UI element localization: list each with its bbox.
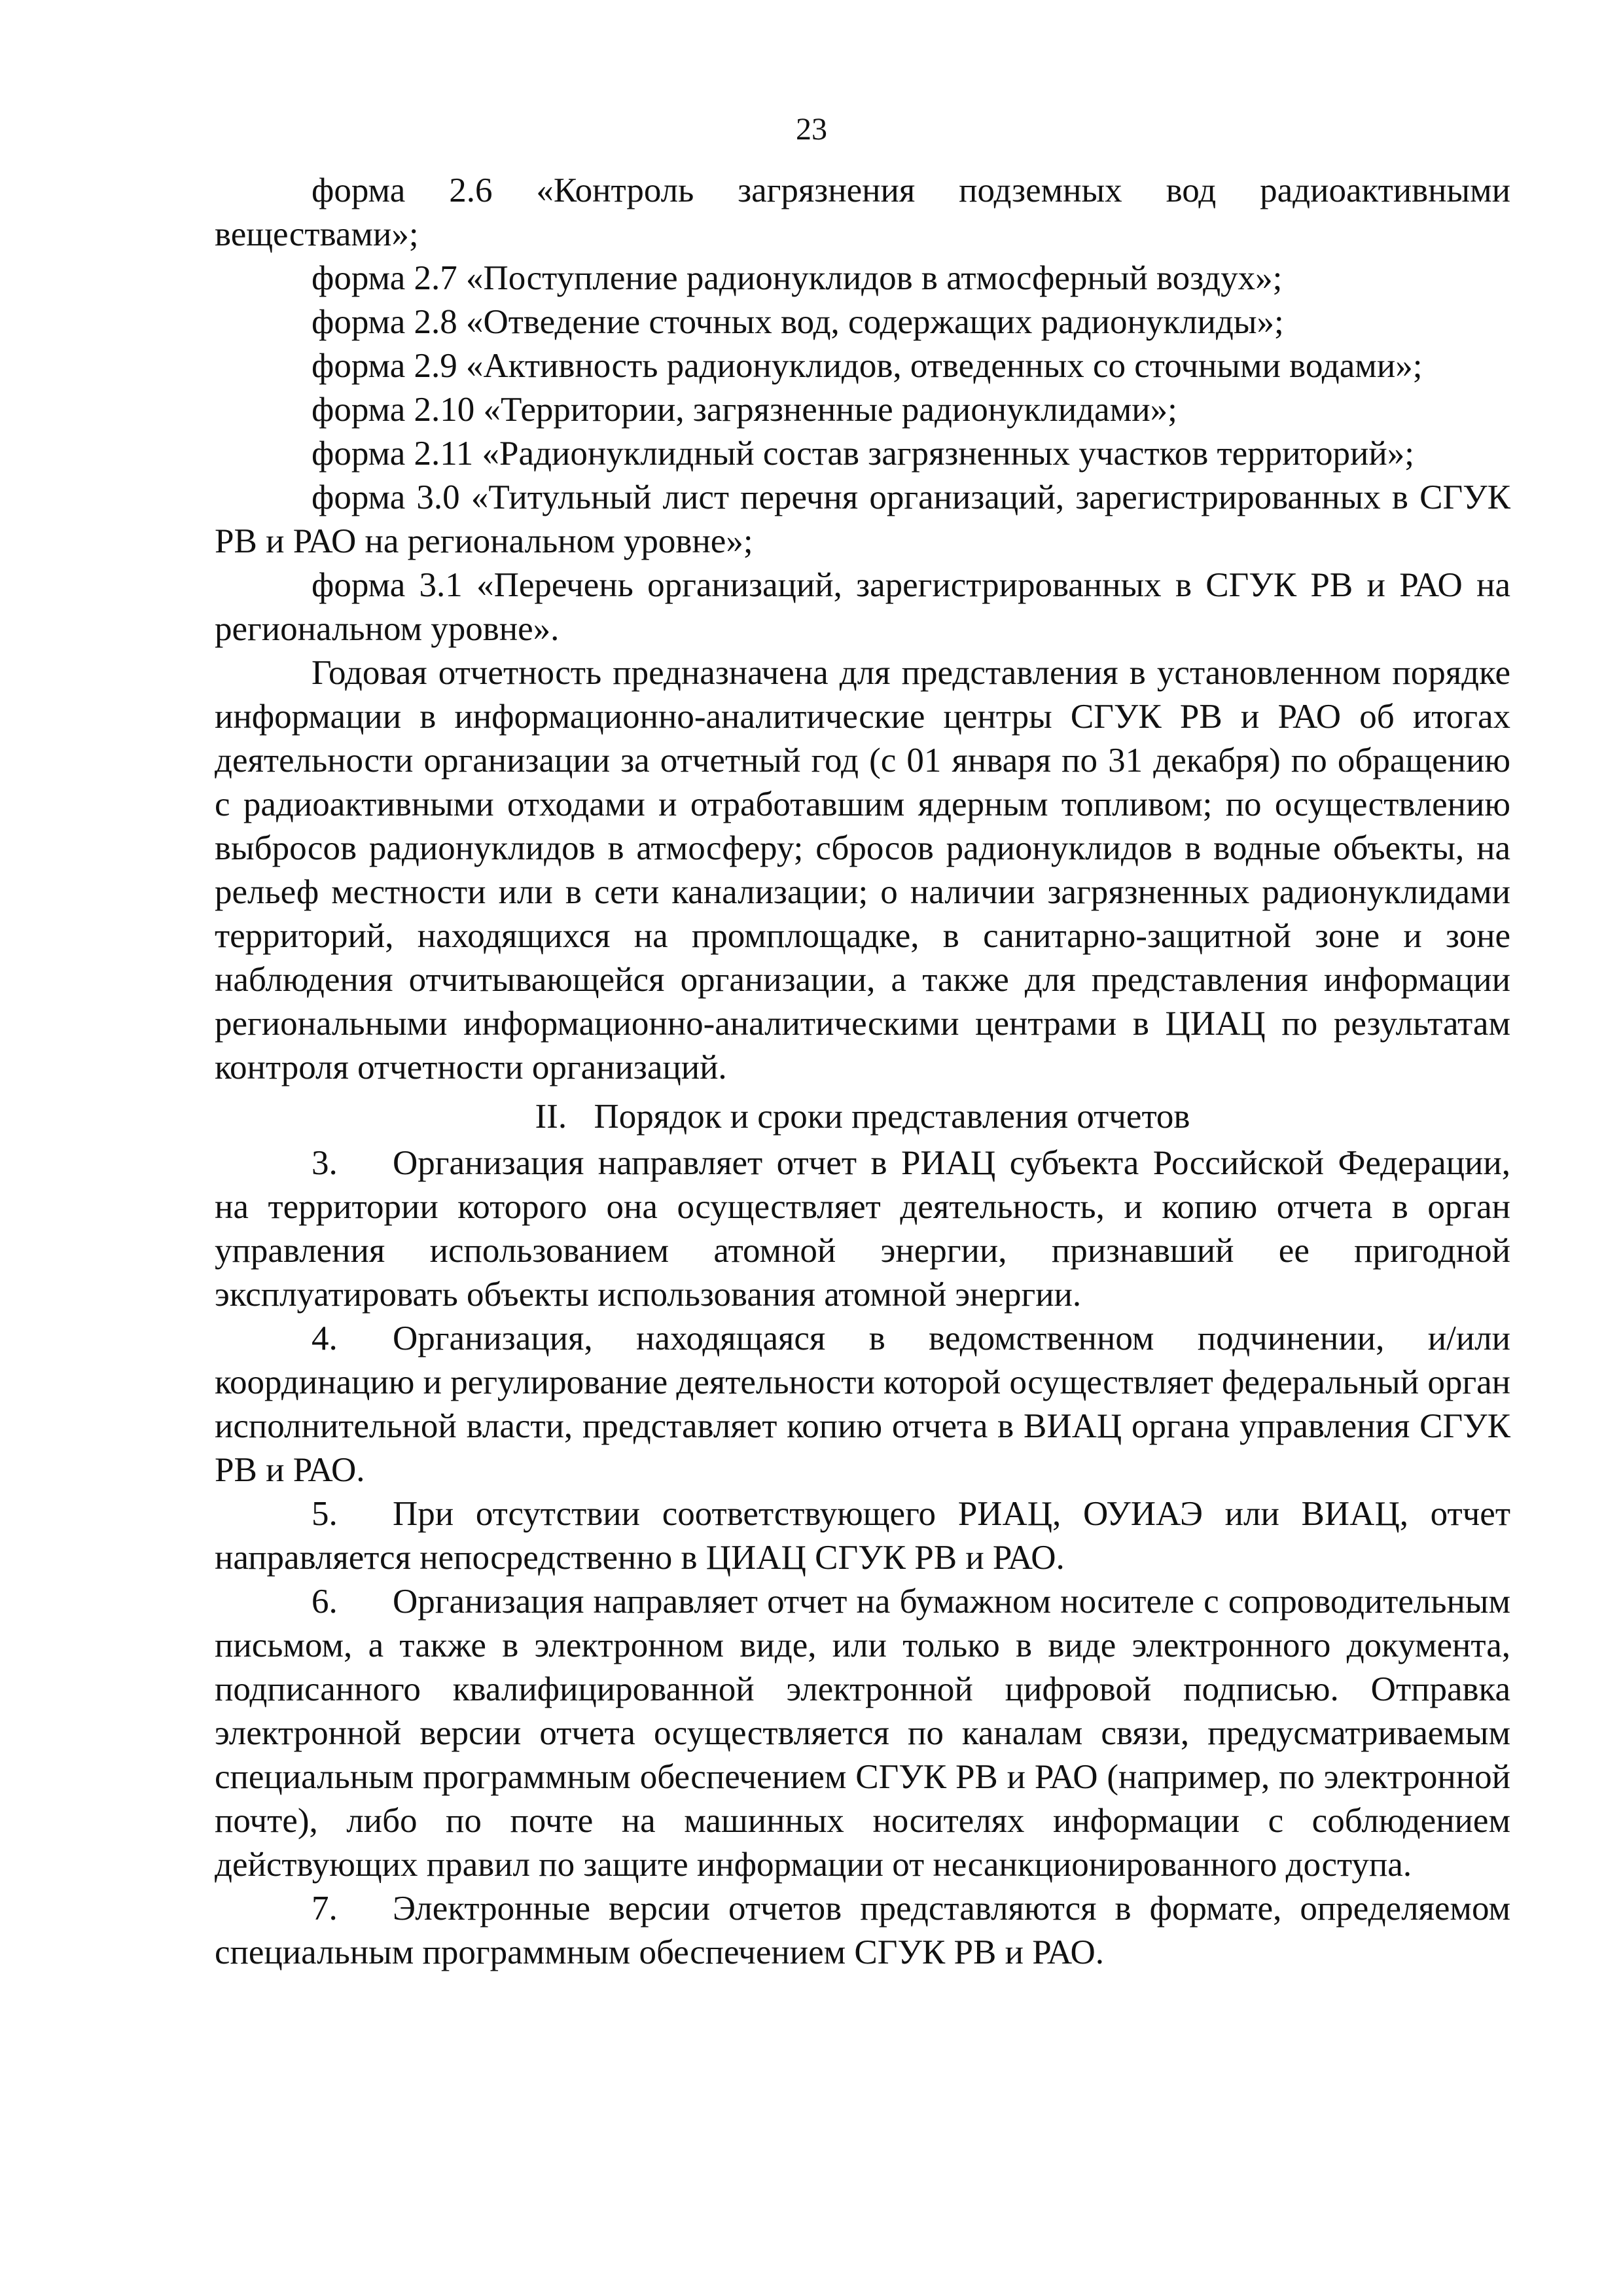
clause-text: Организация направляет отчет на бумажном носителе с сопроводительным письмом, а также в электронном виде, или только в виде электронного документа, подписанного квалифицированной электронной цифровой подписью. Отправка электронной версии отчета осуществляется по каналам связи, предусматриваемым специальным программным обеспечением СГУК РВ и РАО (например, по электронной почте), либо по почте на машинных носителях информации с соблюдением действующих правил по защите информации от несанкционированного доступа. [215,1583,1510,1884]
form-line-3-0: форма 3.0 «Титульный лист перечня организаций, зарегистрированных в СГУК РВ и РАО на региональном уровне»; [215,478,1510,560]
clause-7 [215,1887,1510,1975]
clause-text: При отсутствии соответствующего РИАЦ, ОУИАЭ или ВИАЦ, отчет направляется непосредственно в ЦИАЦ СГУК РВ и РАО. [215,1495,1510,1577]
form-line-2-11: форма 2.11 «Радионуклидный состав загрязненных участков территорий»; [312,435,1414,473]
clause-number: 7. [312,1890,338,1928]
clause-4 [215,1317,1510,1492]
clause-text: Электронные версии отчетов представляются в формате, определяемом специальным программным обеспечением СГУК РВ и РАО. [215,1890,1510,1971]
clause-text: Организация направляет отчет в РИАЦ субъекта Российской Федерации, на территории которого она осуществляет деятельность, и копию отчета в орган управления использованием атомной энергии, признавший ее пригодной эксплуатировать объекты использования атомной энергии. [215,1144,1510,1314]
clause-number: 6. [312,1583,338,1621]
clause-number: 3. [312,1144,338,1182]
clause-6 [215,1580,1510,1887]
clause-3 [215,1141,1510,1317]
clause-number: 5. [312,1495,338,1533]
form-line-2-7: форма 2.7 «Поступление радионуклидов в атмосферный воздух»; [312,259,1283,297]
section-title: Порядок и сроки представления отчетов [594,1098,1190,1136]
clause-5 [215,1492,1510,1580]
form-line-2-6: форма 2.6 «Контроль загрязнения подземных вод радиоактивными веществами»; [215,171,1510,253]
clause-text: Организация, находящаяся в ведомственном подчинении, и/или координацию и регулирование деятельности которой осуществляет федеральный орган исполнительной власти, представляет копию отчета в ВИАЦ органа управления СГУК РВ и РАО. [215,1319,1510,1489]
section-heading [215,1095,1510,1139]
page-number: 23 [796,112,827,147]
form-line-2-10: форма 2.10 «Территории, загрязненные радионуклидами»; [312,391,1177,429]
form-line-2-9: форма 2.9 «Активность радионуклидов, отведенных со сточными водами»; [312,347,1423,385]
form-line-3-1: форма 3.1 «Перечень организаций, зарегистрированных в СГУК РВ и РАО на региональном уровне». [215,566,1510,648]
annual-reporting-paragraph: Годовая отчетность предназначена для представления в установленном порядке информации в информационно-аналитические центры СГУК РВ и РАО об итогах деятельности организации за отчетный год (с 01 января по 31 декабря) по обращению с радиоактивными отходами и отработавшим ядерным топливом; по осуществлению выбросов радионуклидов в атмосферу; сбросов радионуклидов в водные объекты, на рельеф местности или в сети канализации; о наличии загрязненных радионуклидами территорий, находящихся на промплощадке, в санитарно-защитной зоне и зоне наблюдения отчитывающейся организации, а также для представления информации региональными информационно-аналитическими центрами в ЦИАЦ по результатам контроля отчетности организаций. [215,654,1510,1086]
clause-number: 4. [312,1319,338,1357]
section-number: II. [535,1098,567,1136]
document-body [215,169,1510,1975]
form-line-2-8: форма 2.8 «Отведение сточных вод, содержащих радионуклиды»; [312,303,1284,341]
